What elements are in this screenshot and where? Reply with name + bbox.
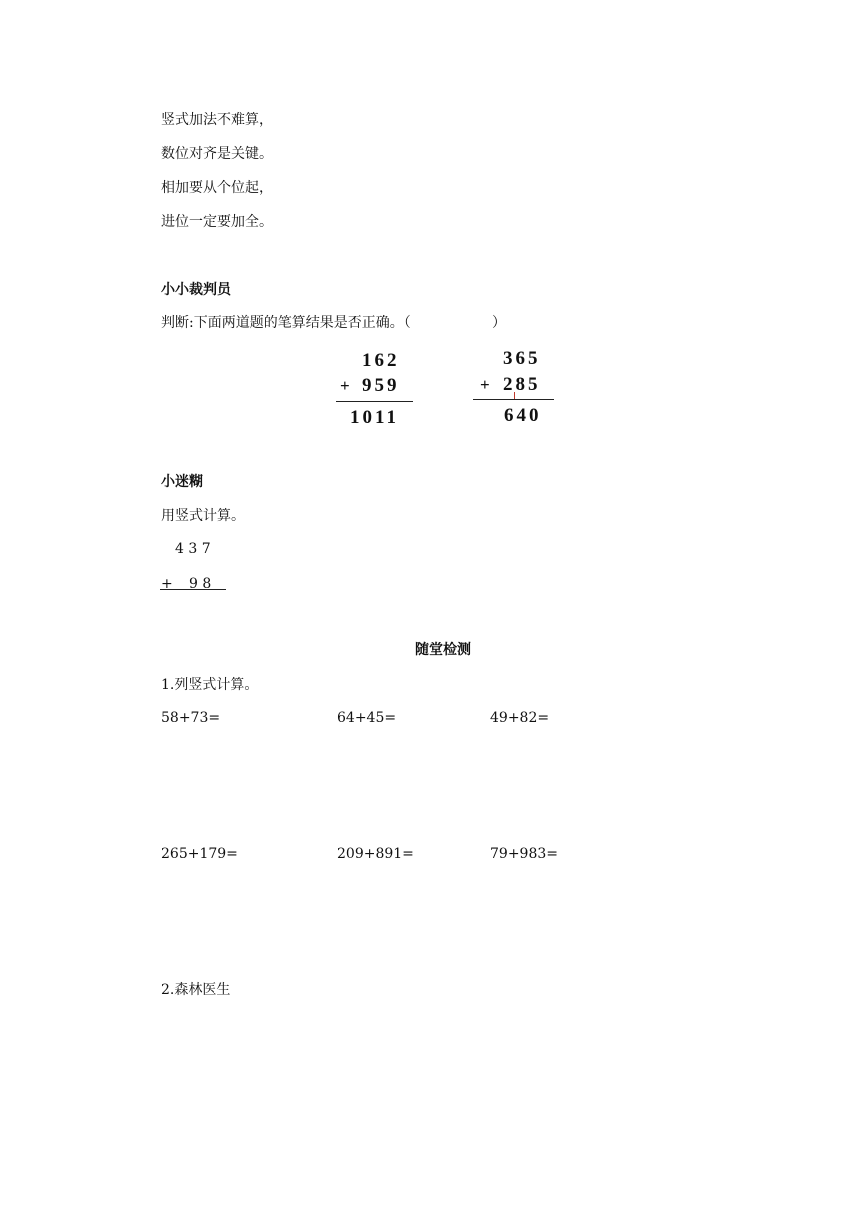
confused-underline xyxy=(160,589,226,590)
judge-answer-close-paren: ） xyxy=(492,315,506,331)
problem1-sum-line xyxy=(336,401,413,402)
quiz-problem: 265+179= xyxy=(161,846,238,862)
problem1-addend: 959 xyxy=(362,375,400,396)
problem2-sum-line xyxy=(473,399,554,400)
problem2-plus-sign: + xyxy=(480,375,493,394)
judge-instruction: 判断:下面两道题的笔算结果是否正确。（ xyxy=(161,315,411,331)
quiz-q2-title: 2.森林医生 xyxy=(161,982,231,998)
confused-heading: 小迷糊 xyxy=(161,474,203,490)
confused-addend: 9 8 xyxy=(189,576,212,592)
problem1-top-number: 162 xyxy=(362,350,400,371)
quiz-problem: 49+82= xyxy=(490,710,550,726)
carry-mark xyxy=(514,392,515,399)
problem2-top-number: 365 xyxy=(503,348,541,369)
poem-line-4: 进位一定要加全。 xyxy=(161,214,273,230)
quiz-q1-title: 1.列竖式计算。 xyxy=(161,677,259,693)
poem-line-2: 数位对齐是关键。 xyxy=(161,146,273,162)
problem2-result: 640 xyxy=(504,405,542,426)
judge-heading: 小小裁判员 xyxy=(161,282,231,298)
problem1-result: 1011 xyxy=(350,407,399,428)
quiz-problem: 79+983= xyxy=(490,846,558,862)
confused-plus-sign: + xyxy=(161,576,173,592)
quiz-heading: 随堂检测 xyxy=(415,642,471,658)
problem1-plus-sign: + xyxy=(340,376,353,395)
quiz-problem: 64+45= xyxy=(337,710,397,726)
confused-top-number: 4 3 7 xyxy=(175,541,211,557)
poem-line-3: 相加要从个位起， xyxy=(161,180,273,196)
quiz-problem: 58+73= xyxy=(161,710,221,726)
confused-instruction: 用竖式计算。 xyxy=(161,508,245,524)
problem2-addend: 285 xyxy=(503,374,541,395)
poem-line-1: 竖式加法不难算， xyxy=(161,112,273,128)
quiz-problem: 209+891= xyxy=(337,846,414,862)
